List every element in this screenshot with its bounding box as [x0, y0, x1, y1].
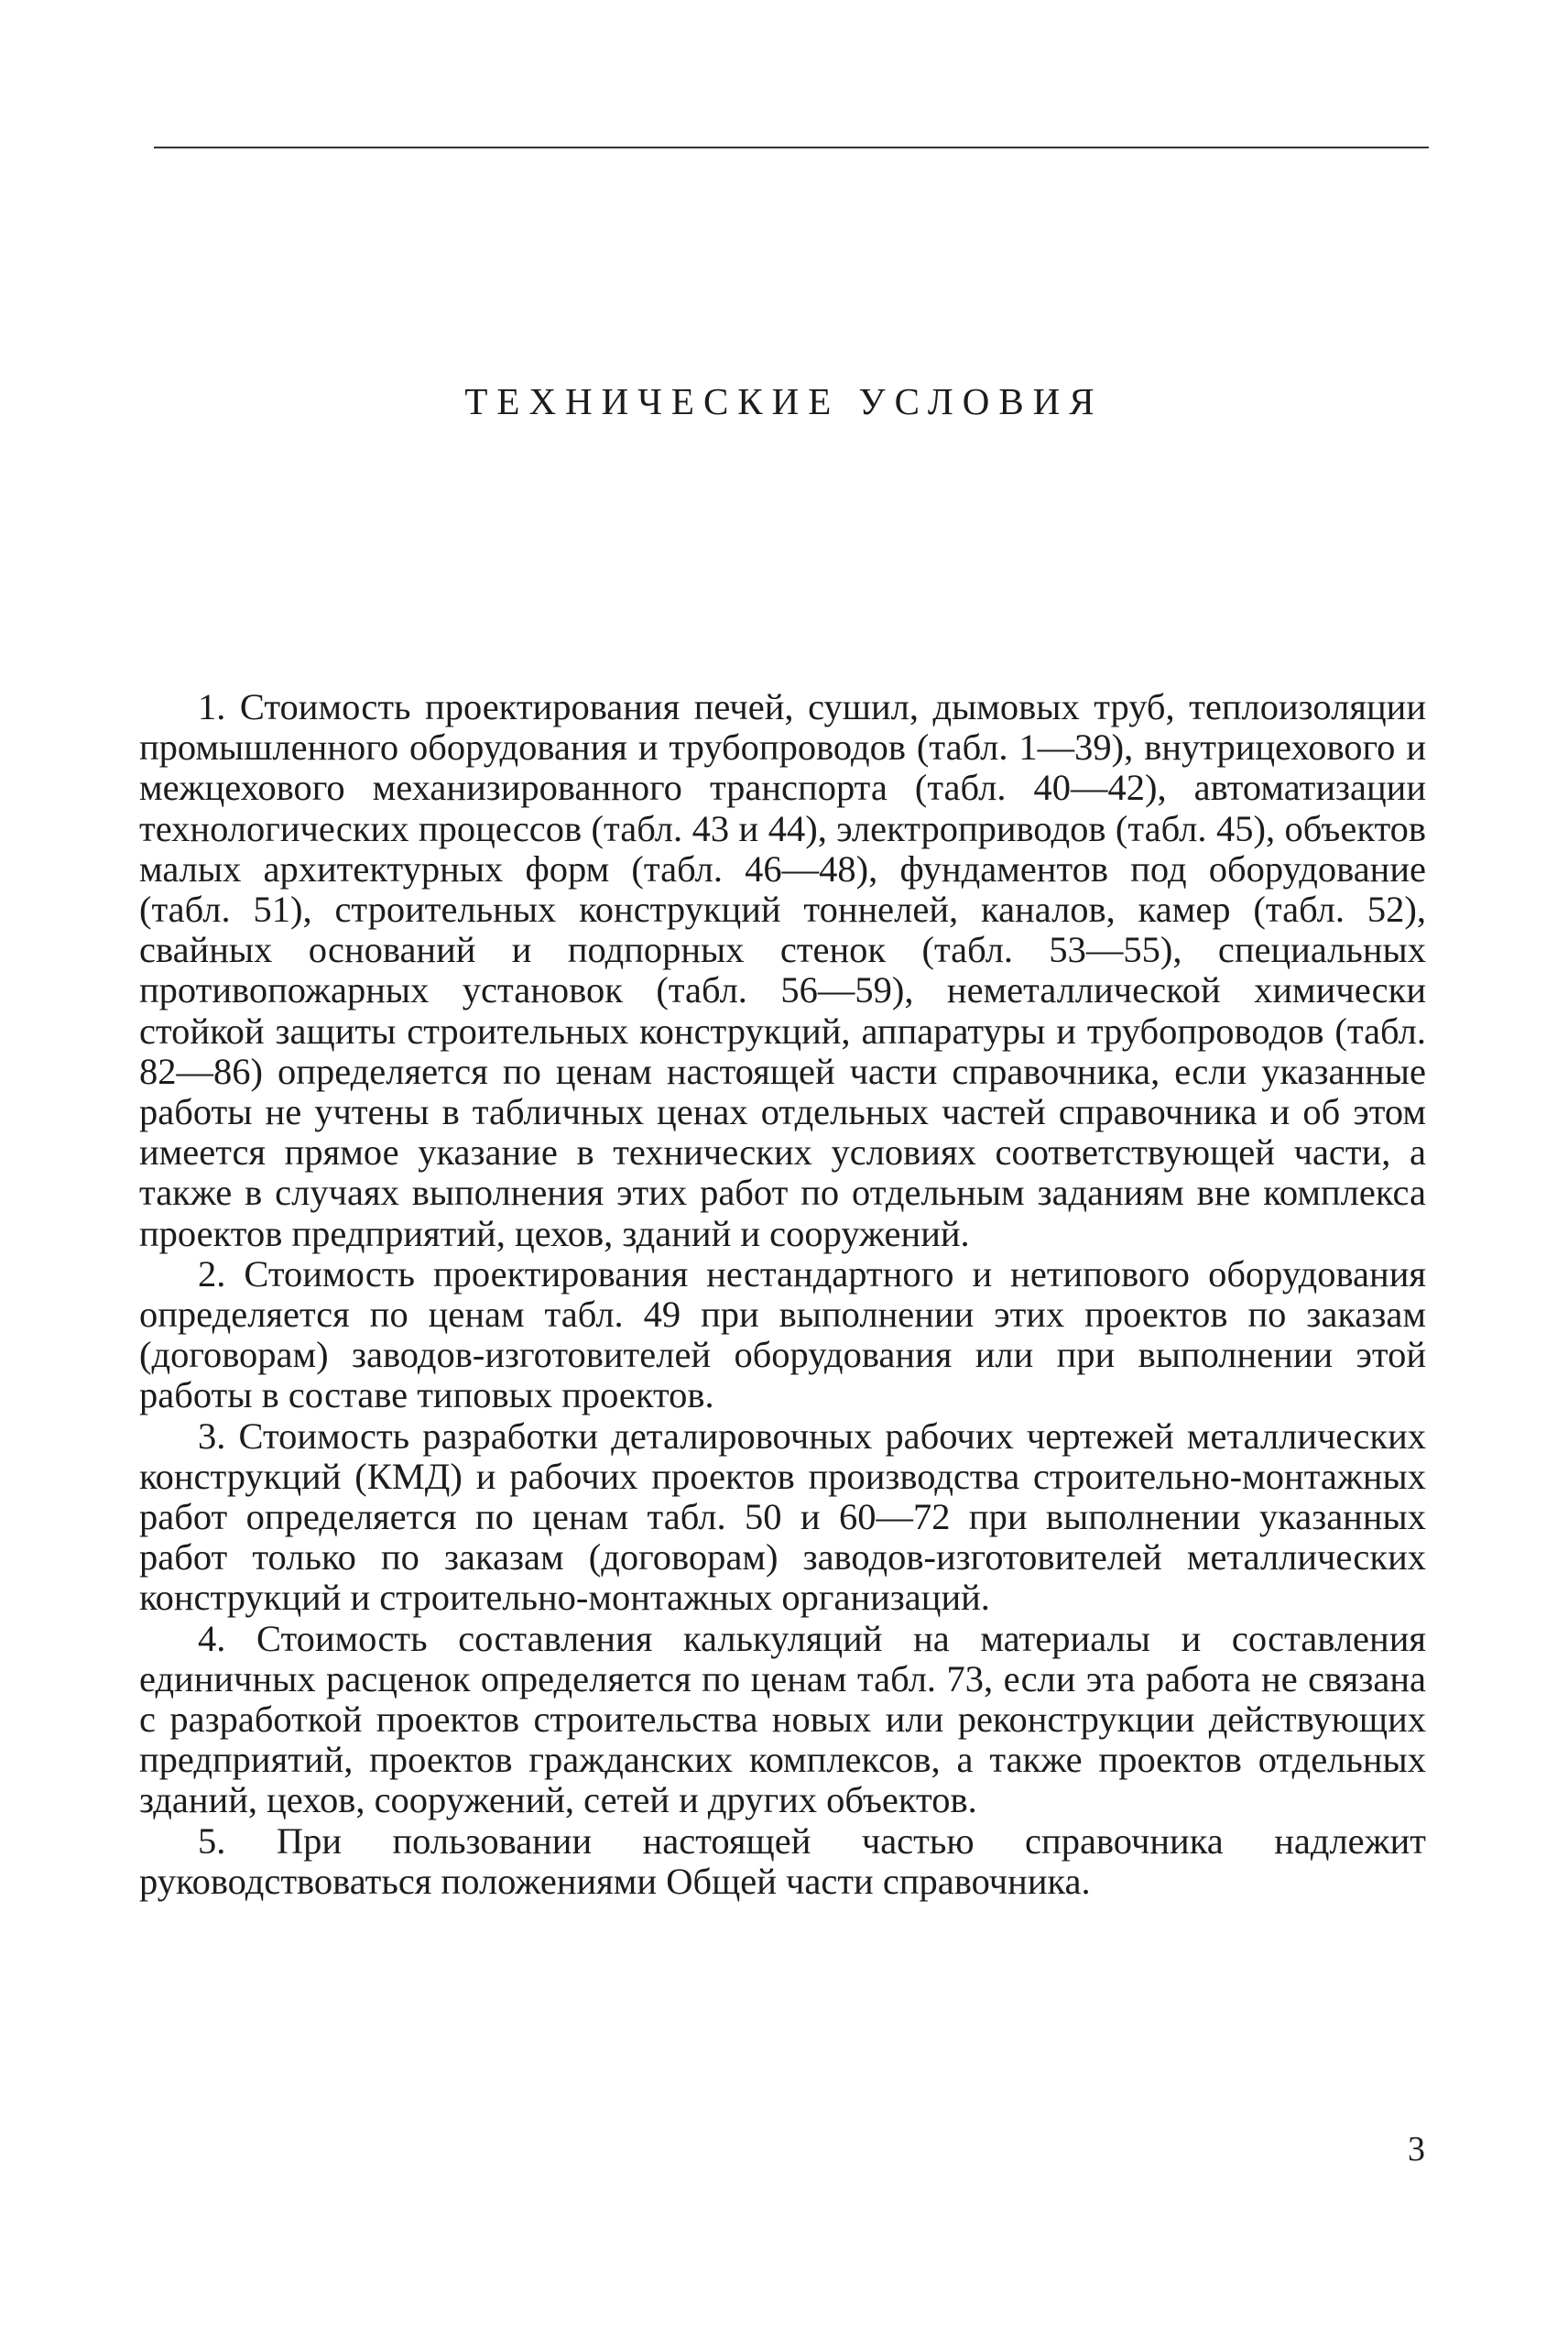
paragraph-2: 2. Стоимость проектирования нестандартного и нетипового оборудования определяется по ценам табл. 49 при выполнении этих проектов по заказам (договорам) заводов-изготовителей оборудования или при выполнении этой работы в составе типовых проектов.	[139, 1252, 1426, 1416]
body-text	[139, 687, 1426, 1902]
paragraph-1: 1. Стоимость проектирования печей, сушил, дымовых труб, теплоизоляции промышленного оборудования и трубопроводов (табл. 1—39), внутрицехового и межцехового механизированного транспорта (табл. 40—42), автоматизации технологических процессов (табл. 43 и 44), электроприводов (табл. 45), объектов малых архитектурных форм (табл. 46—48), фундаментов под оборудование (табл. 51), строительных конструкций тоннелей, каналов, камер (табл. 52), свайных оснований и подпорных стенок (табл. 53—55), специальных противопожарных установок (табл. 56—59), неметаллической химически стойкой защиты строительных конструкций, аппаратуры и трубопроводов (табл. 82—86) определяется по ценам настоящей части справочника, если указанные работы не учтены в табличных ценах отдельных частей справочника и об этом имеется прямое указание в технических условиях соответствующей части, а также в случаях выполнения этих работ по отдельным заданиям вне комплекса проектов предприятий, цехов, зданий и сооружений.	[139, 686, 1426, 1254]
top-rule	[154, 147, 1429, 148]
page-number: 3	[1408, 2130, 1425, 2169]
paragraph-5: 5. При пользовании настоящей частью справочника надлежит руководствоваться положениями Общей части справочника.	[139, 1819, 1426, 1902]
paragraph-4: 4. Стоимость составления калькуляций на материалы и составления единичных расценок определяется по ценам табл. 73, если эта работа не связана с разработкой проектов строительства новых или реконструкции действующих предприятий, проектов гражданских комплексов, а также проектов отдельных зданий, цехов, сооружений, сетей и других объектов.	[139, 1617, 1426, 1821]
page-title: ТЕХНИЧЕСКИЕ УСЛОВИЯ	[464, 380, 1104, 422]
paragraph-3: 3. Стоимость разработки деталировочных рабочих чертежей металлических конструкций (КМД) и рабочих проектов производства строительно-монтажных работ определяется по ценам табл. 50 и 60—72 при выполнении указанных работ только по заказам (договорам) заводов-изготовителей металлических конструкций и строительно-монтажных организаций.	[139, 1415, 1426, 1619]
